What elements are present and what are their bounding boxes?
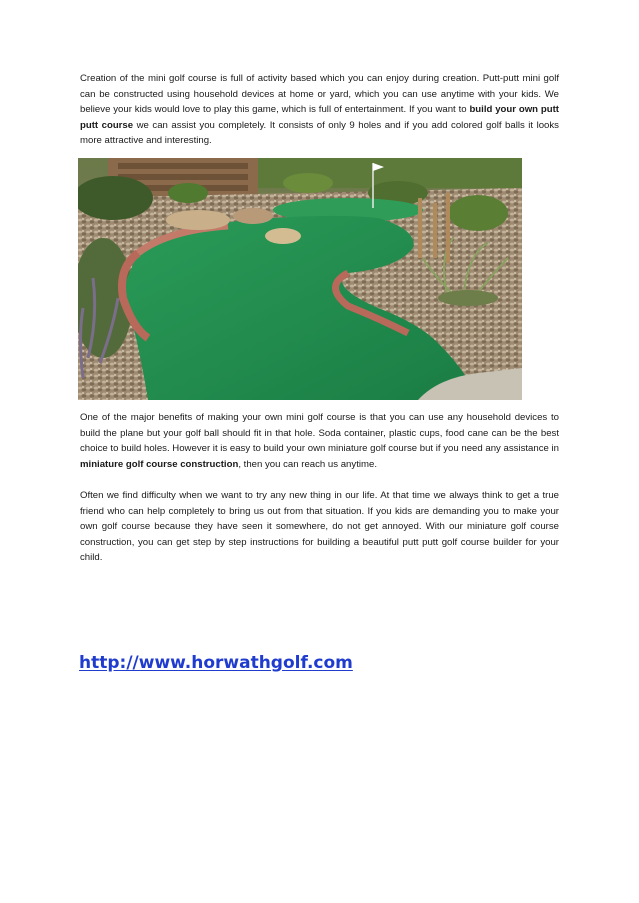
mini-golf-course-photo	[78, 158, 522, 400]
intro-text-end: we can assist you completely. It consists of only 9 holes and if you add colored golf balls it looks more attractive and interesting.	[80, 119, 559, 147]
closing-paragraph: Often we find difficulty when we want to try any new thing in our life. At that time we always think to get a true friend who can help completely to bring us out from that situation. If you kids are demanding you to make your own golf course because they have seen it somewhere, do not get annoyed. With our miniature golf course construction, you can get step by step instructions for building a beautiful putt putt golf course builder for your child.	[80, 490, 559, 564]
benefits-text-start: One of the major benefits of making your own mini golf course is that you can use any household devices to build the plane but your golf ball should fit in that hole. Soda container, plastic cups, food cane can be the best choice to build holes. However it is easy to build your own miniature golf course but if you need any assistance in	[80, 412, 559, 455]
benefits-paragraph	[80, 410, 559, 472]
intro-text-start: Creation of the mini golf course is full of activity based which you can enjoy during creation. Putt-putt mini golf can be constructed using household devices at home or yard, which you can use anytime with your kids. We believe your kids would love to play this game, which is full of entertainment. If you want to	[80, 73, 559, 116]
benefits-text-end: , then you can reach us anytime.	[238, 458, 377, 470]
benefits-bold-phrase: miniature golf course construction	[80, 458, 239, 470]
intro-bold-phrase: build your own putt putt course	[80, 104, 559, 131]
intro-paragraph	[80, 71, 559, 149]
website-link[interactable]: http://www.horwathgolf.com	[79, 653, 353, 673]
